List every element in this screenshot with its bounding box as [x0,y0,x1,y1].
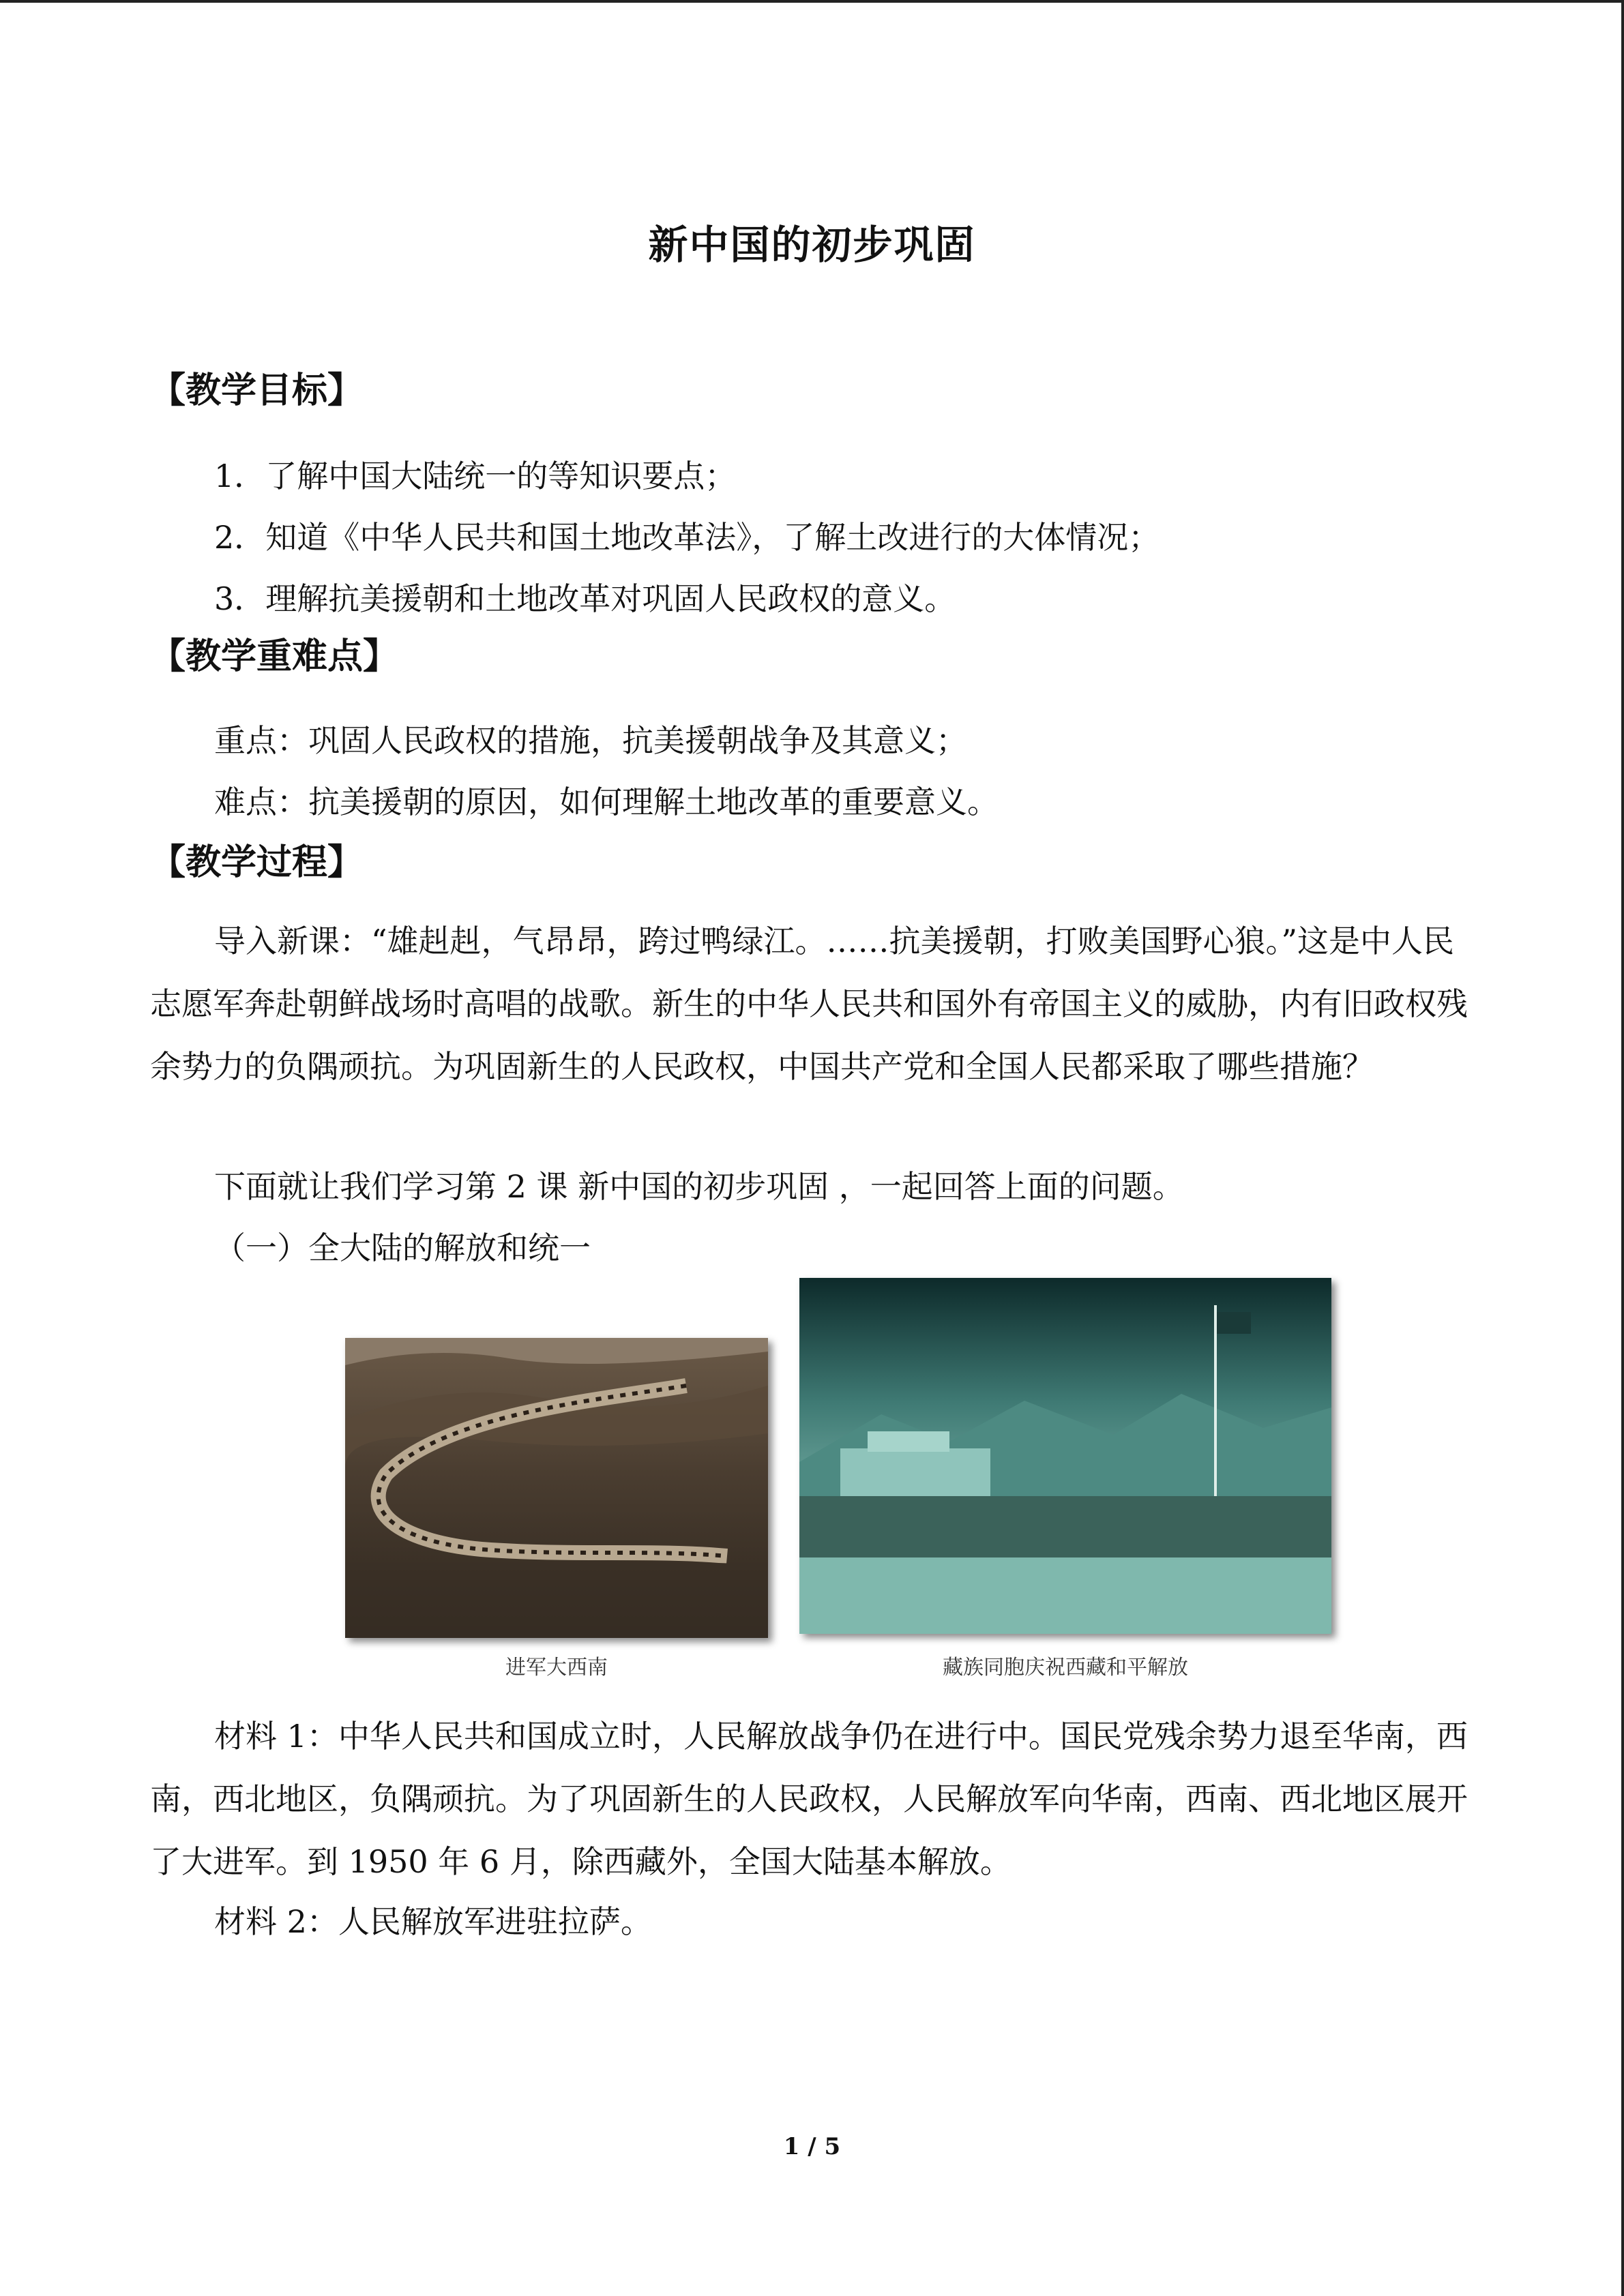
heading-objectives: 【教学目标】 [150,370,364,411]
objective-item-1: 1．了解中国大陆统一的等知识要点； [214,458,737,494]
page-number: 1 / 5 [783,2133,841,2160]
photo-march-southwest [345,1338,768,1638]
lead-paragraph: 下面就让我们学习第 2 课 新中国的初步巩固 ，一起回答上面的问题。 [214,1168,1184,1205]
heading-key-points: 【教学重难点】 [150,636,399,677]
heading-process: 【教学过程】 [150,842,364,883]
key-point-item-1: 重点：巩固人民政权的措施，抗美援朝战争及其意义； [214,722,967,759]
key-point-item-2: 难点：抗美援朝的原因，如何理解土地改革的重要意义。 [214,784,999,820]
material-2-paragraph: 材料 2：人民解放军进驻拉萨。 [214,1903,652,1940]
material-1-paragraph: 材料 1：中华人民共和国成立时，人民解放战争仍在进行中。国民党残余势力退至华南，西南，西北地区，负隅顽抗。为了巩固新生的人民政权，人民解放军向华南，西南、西北地区展开了大进军。到 1950 年 6 月，除西藏外，全国大陆基本解放。 [150,1718,1468,1880]
right-border [1621,0,1624,2296]
objective-item-3: 3．理解抗美援朝和土地改革对巩固人民政权的意义。 [214,580,956,617]
photo-tibet-celebration [799,1278,1331,1634]
objective-item-2: 2．知道《中华人民共和国土地改革法》，了解土改进行的大体情况； [214,519,1160,556]
caption-march-southwest: 进军大西南 [505,1656,608,1680]
top-border [0,0,1624,3]
page-title: 新中国的初步巩固 [648,222,976,268]
caption-tibet-celebration: 藏族同胞庆祝西藏和平解放 [943,1656,1188,1680]
intro-paragraph: 导入新课：“雄赳赳，气昂昂，跨过鸭绿江。……抗美援朝，打败美国野心狼。”这是中人民志愿军奔赴朝鲜战场时高唱的战歌。新生的中华人民共和国外有帝国主义的威胁，内有旧政权残余势力的负隅顽抗。为巩固新生的人民政权，中国共产党和全国人民都采取了哪些措施？ [150,923,1468,1085]
subheading-liberation: （一）全大陆的解放和统一 [214,1229,591,1266]
